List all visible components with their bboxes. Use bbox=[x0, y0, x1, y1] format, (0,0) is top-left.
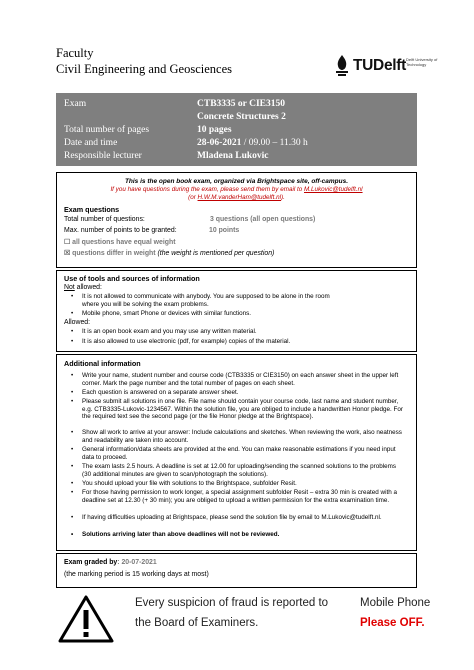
equal-weight-option bbox=[64, 238, 176, 246]
pages-value: 10 pages bbox=[197, 125, 232, 135]
equal-weight-checkbox: ☐ bbox=[64, 239, 71, 246]
faculty-line2: Civil Engineering and Geosciences bbox=[56, 62, 232, 76]
date-bold: 28-06-2021 bbox=[197, 138, 242, 148]
total-questions-label: Total number of questions: bbox=[64, 216, 145, 223]
graded-section bbox=[56, 553, 417, 588]
faculty-heading bbox=[56, 45, 232, 77]
max-points-label: Max. number of points to be granted: bbox=[64, 227, 177, 234]
equal-weight-label: all questions have equal weight bbox=[72, 239, 176, 246]
exam-info-box bbox=[56, 93, 417, 166]
exam-code: CTB3335 or CIE3150 bbox=[197, 99, 285, 109]
fraud-line2: the Board of Examiners. bbox=[135, 617, 259, 629]
lecturer-value: Mladena Lukovic bbox=[197, 151, 269, 161]
contact-close: ). bbox=[281, 194, 285, 201]
tools-heading: Use of tools and sources of information bbox=[64, 274, 200, 283]
lecturer-label: Responsible lecturer bbox=[64, 151, 142, 161]
not-allowed-rest: allowed: bbox=[74, 284, 102, 291]
questions-contact-line-2 bbox=[57, 194, 416, 202]
fraud-notice bbox=[135, 593, 355, 633]
contact-text: If you have questions during the exam, please send them by email to bbox=[110, 186, 305, 193]
logo-text: TUDelft bbox=[353, 57, 407, 74]
pages-label: Total number of pages bbox=[64, 125, 150, 135]
tudelft-logo bbox=[333, 54, 443, 80]
graded-label: Exam graded by bbox=[64, 559, 118, 566]
email-link-lukovic[interactable]: M.Lukovic@tudelft.nl bbox=[304, 186, 363, 193]
flame-icon bbox=[333, 54, 351, 78]
email-link-vanderham[interactable]: H.W.M.vanderHam@tudelft.nl bbox=[197, 194, 282, 201]
marking-period-note: (the marking period is 15 working days at most) bbox=[64, 571, 209, 578]
allowed-label: Allowed: bbox=[64, 319, 91, 326]
exam-questions-heading: Exam questions bbox=[64, 205, 120, 214]
differ-weight-label: questions differ in weight bbox=[72, 250, 156, 257]
questions-contact-line bbox=[57, 186, 416, 194]
additional-info-heading: Additional information bbox=[64, 359, 141, 368]
open-book-notice: This is the open book exam, organized via Brightspace site, off-campus. bbox=[124, 178, 349, 185]
differ-weight-option bbox=[64, 249, 274, 257]
differ-weight-note: (the weight is mentioned per question) bbox=[157, 250, 275, 257]
time-value: / 09.00 – 11.30 h bbox=[241, 138, 308, 148]
fraud-line1: Every suspicion of fraud is reported to bbox=[135, 597, 329, 609]
logo-subtitle: Delft University of Technology bbox=[406, 57, 438, 67]
differ-weight-checkbox: ☒ bbox=[64, 250, 71, 257]
additional-info-section: Additional information • Write your name, student number and course code (CTB3335 or CIE3150) on each answer sheet in the upper left corner. Mark the page number and the total number of pages on each sheet. • Each question is answered on a separate answer sheet. • Please submit all solutions in one file. File name should contain your course code, last name and student number, e.g. CTB3335-Lukovic-1234567. Within the solution file, you are obliged to include a handwritten Honor pledge. For the required text see the second page (or the file Honor pledge at the Brightspace). • Show all work to arrive at your answer: Include calculations and sketches. When reviewing the work, also neatness and readability are taken into account. • General information/data sheets are provided at the end. You can make reasonable estimations if you need input data to proceed. • The exam lasts 2.5 hours. A deadline is set at 12.00 for uploading/sending the scanned solutions to the problems (30 additional minutes are given to scan/photograph the solutions). • You should upload your file with solutions to the Brightspace, subfolder Resit. • For those having permission to work longer, a special assignment subfolder Resit – extra 30 min is created with a deadline set at 12.30 (+ 30 min); you are obliged to upload a written permission for the extra examination time. • If having difficulties uploading at Brightspace, please send the solution file by email to M.Lukovic@tudelft.nl. • Solutions arriving later than above deadlines will not be reviewed. bbox=[56, 354, 417, 551]
graded-line bbox=[64, 559, 157, 566]
contact-open: (or bbox=[188, 194, 198, 201]
mobile-notice bbox=[360, 593, 440, 633]
date-label: Date and time bbox=[64, 138, 118, 148]
course-name: Concrete Structures 2 bbox=[197, 112, 286, 122]
not-allowed-label bbox=[64, 284, 102, 291]
not-word: Not bbox=[64, 284, 75, 291]
date-value bbox=[197, 137, 422, 149]
exam-label: Exam bbox=[64, 99, 87, 109]
warning-icon bbox=[58, 594, 114, 644]
mobile-line1: Mobile Phone bbox=[360, 597, 431, 609]
total-questions-value: 3 questions (all open questions) bbox=[210, 216, 316, 223]
tools-section: Use of tools and sources of information Not allowed: • It is not allowed to communicate with anybody. You are supposed to be alone in the room where you will be solving the exam problems. • Mobile phone, smart Phone or devices with similar functions. Allowed: • It is an open book exam and you may use any written material. • It is also allowed to use electronic (pdf, for example) copies of the material. bbox=[56, 270, 417, 352]
graded-date: : 20-07-2021 bbox=[117, 559, 157, 566]
mobile-off: Please OFF. bbox=[360, 617, 425, 629]
max-points-value: 10 points bbox=[209, 227, 240, 234]
faculty-line1: Faculty bbox=[56, 46, 94, 60]
exam-questions-section bbox=[56, 172, 417, 268]
